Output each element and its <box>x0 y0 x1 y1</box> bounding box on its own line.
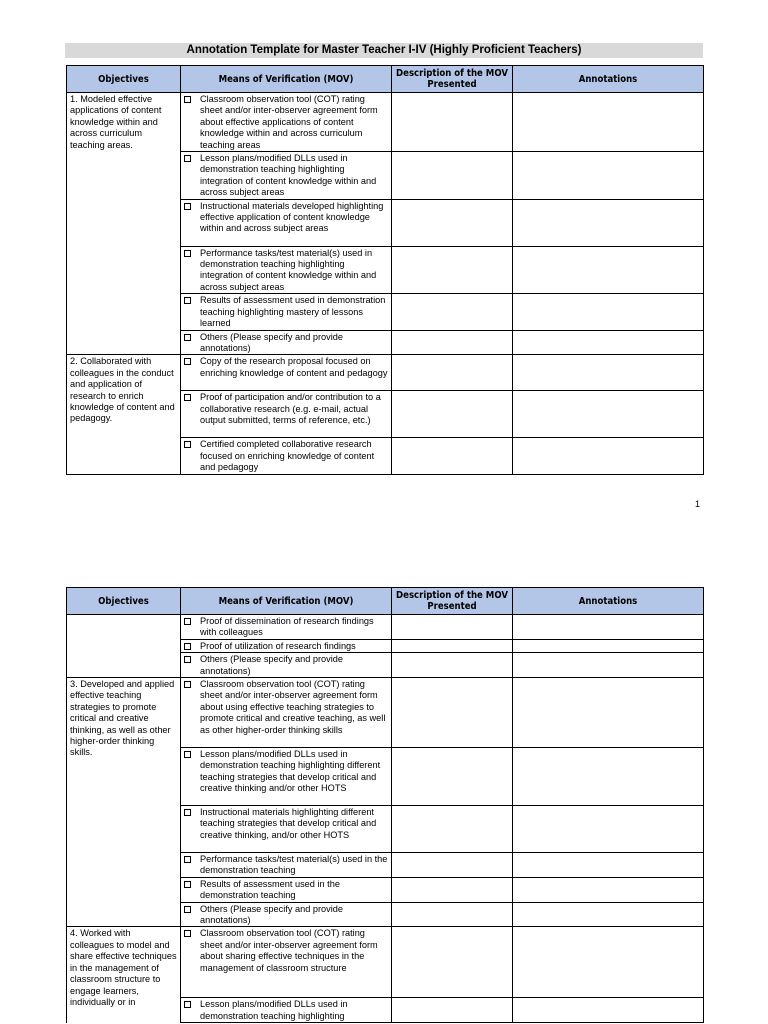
mov-item: Proof of dissemination of research findings with colleagues <box>181 615 392 640</box>
checkbox-icon[interactable] <box>184 930 191 937</box>
description-cell[interactable] <box>392 806 513 853</box>
checkbox-icon[interactable] <box>184 643 191 650</box>
mov-item: Results of assessment used in demonstration teaching highlighting mastery of lessons learned <box>181 294 392 330</box>
header-objectives: Objectives <box>67 588 181 615</box>
mov-item: Proof of participation and/or contribution to a collaborative research (e.g. e-mail, actual output submitted, terms of reference, etc.) <box>181 391 392 438</box>
description-cell[interactable] <box>392 998 513 1023</box>
checkbox-icon[interactable] <box>184 906 191 913</box>
annotation-cell[interactable] <box>513 152 704 200</box>
annotation-cell[interactable] <box>513 877 704 902</box>
description-cell[interactable] <box>392 294 513 330</box>
header-annotations: Annotations <box>513 66 704 93</box>
checkbox-icon[interactable] <box>184 681 191 688</box>
annotation-cell[interactable] <box>513 653 704 678</box>
checkbox-icon[interactable] <box>184 856 191 863</box>
objective-2: 2. Collaborated with colleagues in the conduct and application of research to enrich knowledge of content and pedagogy. <box>67 355 181 474</box>
annotation-cell[interactable] <box>513 199 704 246</box>
header-mov: Means of Verification (MOV) <box>181 588 392 615</box>
checkbox-icon[interactable] <box>184 358 191 365</box>
mov-item: Performance tasks/test material(s) used in the demonstration teaching <box>181 853 392 878</box>
checkbox-icon[interactable] <box>184 1001 191 1008</box>
checkbox-icon[interactable] <box>184 96 191 103</box>
description-cell[interactable] <box>392 391 513 438</box>
checkbox-icon[interactable] <box>184 618 191 625</box>
description-cell[interactable] <box>392 615 513 640</box>
annotation-cell[interactable] <box>513 355 704 391</box>
description-cell[interactable] <box>392 93 513 152</box>
annotation-cell[interactable] <box>513 615 704 640</box>
checkbox-icon[interactable] <box>184 250 191 257</box>
mov-item: Lesson plans/modified DLLs used in demonstration teaching highlighting different teaching strategies that develop critical and creative thinking and/or other HOTS <box>181 748 392 806</box>
annotation-cell[interactable] <box>513 806 704 853</box>
mov-item: Instructional materials developed highlighting effective application of content knowledge within and across subject areas <box>181 199 392 246</box>
description-cell[interactable] <box>392 748 513 806</box>
description-cell[interactable] <box>392 927 513 998</box>
description-cell[interactable] <box>392 902 513 927</box>
header-description: Description of the MOV Presented <box>392 588 513 615</box>
checkbox-icon[interactable] <box>184 394 191 401</box>
mov-item: Others (Please specify and provide annotations) <box>181 330 392 355</box>
mov-item: Others (Please specify and provide annotations) <box>181 902 392 927</box>
checkbox-icon[interactable] <box>184 656 191 663</box>
description-cell[interactable] <box>392 678 513 748</box>
checkbox-icon[interactable] <box>184 441 191 448</box>
annotation-cell[interactable] <box>513 93 704 152</box>
description-cell[interactable] <box>392 639 513 652</box>
description-cell[interactable] <box>392 877 513 902</box>
objective-3: 3. Developed and applied effective teaching strategies to promote critical and creative thinking, as well as other higher-order thinking skills. <box>67 678 181 927</box>
annotation-cell[interactable] <box>513 330 704 355</box>
header-annotations: Annotations <box>513 588 704 615</box>
mov-item: Lesson plans/modified DLLs used in demonstration teaching highlighting integration of content knowledge within and across subject areas <box>181 152 392 200</box>
objective-continued <box>67 615 181 678</box>
mov-item: Proof of utilization of research findings <box>181 639 392 652</box>
mov-item: Performance tasks/test material(s) used in demonstration teaching highlighting integration of content knowledge within and across subject areas <box>181 246 392 294</box>
annotation-table-page-1 <box>66 65 704 475</box>
annotation-cell[interactable] <box>513 391 704 438</box>
mov-item: Others (Please specify and provide annotations) <box>181 653 392 678</box>
checkbox-icon[interactable] <box>184 203 191 210</box>
description-cell[interactable] <box>392 653 513 678</box>
annotation-cell[interactable] <box>513 748 704 806</box>
mov-item: Instructional materials highlighting different teaching strategies that develop critical and creative thinking, and/or other HOTS <box>181 806 392 853</box>
description-cell[interactable] <box>392 152 513 200</box>
mov-item: Classroom observation tool (COT) rating sheet and/or inter-observer agreement form about using effective teaching strategies to promote critical and creative teaching, as well as other higher-order thinking skills <box>181 678 392 748</box>
annotation-table-page-2 <box>66 587 704 1023</box>
annotation-cell[interactable] <box>513 998 704 1023</box>
description-cell[interactable] <box>392 199 513 246</box>
annotation-cell[interactable] <box>513 438 704 474</box>
annotation-cell[interactable] <box>513 294 704 330</box>
mov-item: Classroom observation tool (COT) rating sheet and/or inter-observer agreement form about effective applications of content knowledge within and across curriculum teaching areas <box>181 93 392 152</box>
mov-item: Copy of the research proposal focused on enriching knowledge of content and pedagogy <box>181 355 392 391</box>
checkbox-icon[interactable] <box>184 881 191 888</box>
description-cell[interactable] <box>392 355 513 391</box>
annotation-cell[interactable] <box>513 853 704 878</box>
annotation-cell[interactable] <box>513 639 704 652</box>
annotation-cell[interactable] <box>513 678 704 748</box>
annotation-cell[interactable] <box>513 927 704 998</box>
annotation-cell[interactable] <box>513 902 704 927</box>
document-title: Annotation Template for Master Teacher I-IV (Highly Proficient Teachers) <box>65 43 703 58</box>
objective-4: 4. Worked with colleagues to model and share effective techniques in the management of classroom structure to engage learners, individually or in <box>67 927 181 1023</box>
mov-item: Results of assessment used in the demonstration teaching <box>181 877 392 902</box>
checkbox-icon[interactable] <box>184 751 191 758</box>
mov-item: Lesson plans/modified DLLs used in demonstration teaching highlighting <box>181 998 392 1023</box>
objective-1: 1. Modeled effective applications of content knowledge within and across curriculum teaching areas. <box>67 93 181 355</box>
header-objectives: Objectives <box>67 66 181 93</box>
description-cell[interactable] <box>392 246 513 294</box>
checkbox-icon[interactable] <box>184 155 191 162</box>
checkbox-icon[interactable] <box>184 297 191 304</box>
description-cell[interactable] <box>392 853 513 878</box>
description-cell[interactable] <box>392 330 513 355</box>
mov-item: Classroom observation tool (COT) rating sheet and/or inter-observer agreement form about sharing effective techniques in the management of classroom structure <box>181 927 392 998</box>
page-number: 1 <box>695 499 701 509</box>
checkbox-icon[interactable] <box>184 334 191 341</box>
description-cell[interactable] <box>392 438 513 474</box>
header-description: Description of the MOV Presented <box>392 66 513 93</box>
header-mov: Means of Verification (MOV) <box>181 66 392 93</box>
annotation-cell[interactable] <box>513 246 704 294</box>
checkbox-icon[interactable] <box>184 809 191 816</box>
mov-item: Certified completed collaborative research focused on enriching knowledge of content and pedagogy <box>181 438 392 474</box>
